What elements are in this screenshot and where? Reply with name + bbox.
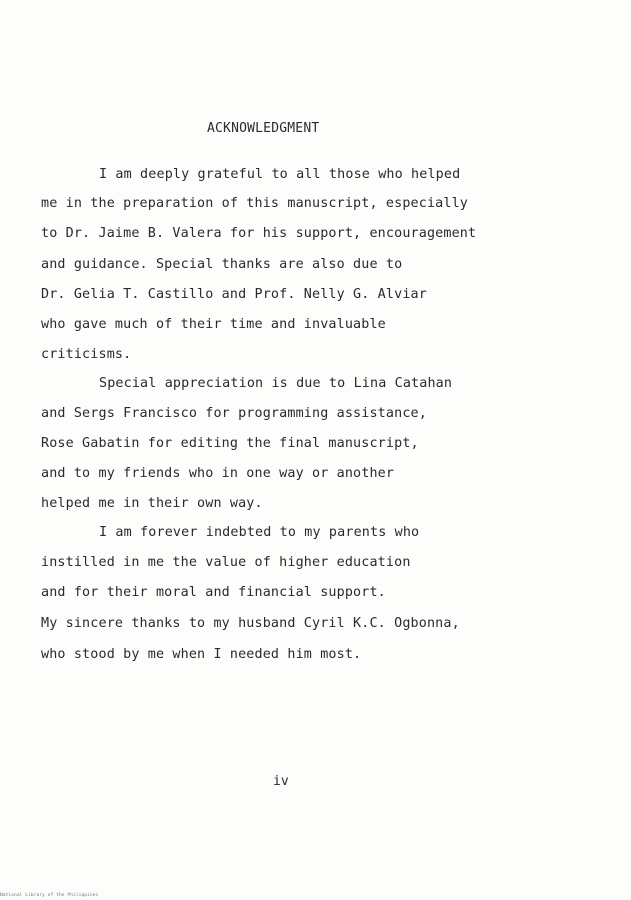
text-line: Special appreciation is due to Lina Catahan (99, 376, 453, 391)
text-line: and Sergs Francisco for programming assistance, (41, 406, 427, 421)
page-number: iv (273, 774, 289, 789)
text-line: who gave much of their time and invaluable (41, 317, 386, 332)
text-line: and for their moral and financial support. (41, 585, 386, 600)
text-line: and guidance. Special thanks are also due to (41, 257, 403, 272)
footer-watermark: National Library of the Philippines (0, 893, 99, 898)
text-line: My sincere thanks to my husband Cyril K.C. Ogbonna, (41, 616, 460, 631)
text-line: helped me in their own way. (41, 496, 263, 511)
text-line: to Dr. Jaime B. Valera for his support, encouragement (41, 226, 477, 241)
text-line: I am forever indebted to my parents who (99, 525, 420, 540)
text-line: me in the preparation of this manuscript, especially (41, 196, 469, 211)
text-line: instilled in me the value of higher education (41, 555, 411, 570)
text-line: who stood by me when I needed him most. (41, 647, 362, 662)
text-line: I am deeply grateful to all those who helped (99, 167, 461, 182)
text-line: and to my friends who in one way or another (41, 466, 395, 481)
text-line: Dr. Gelia T. Castillo and Prof. Nelly G. Alviar (41, 287, 427, 302)
text-line: criticisms. (41, 347, 132, 362)
text-line: Rose Gabatin for editing the final manuscript, (41, 436, 419, 451)
page-heading: ACKNOWLEDGMENT (207, 121, 320, 136)
